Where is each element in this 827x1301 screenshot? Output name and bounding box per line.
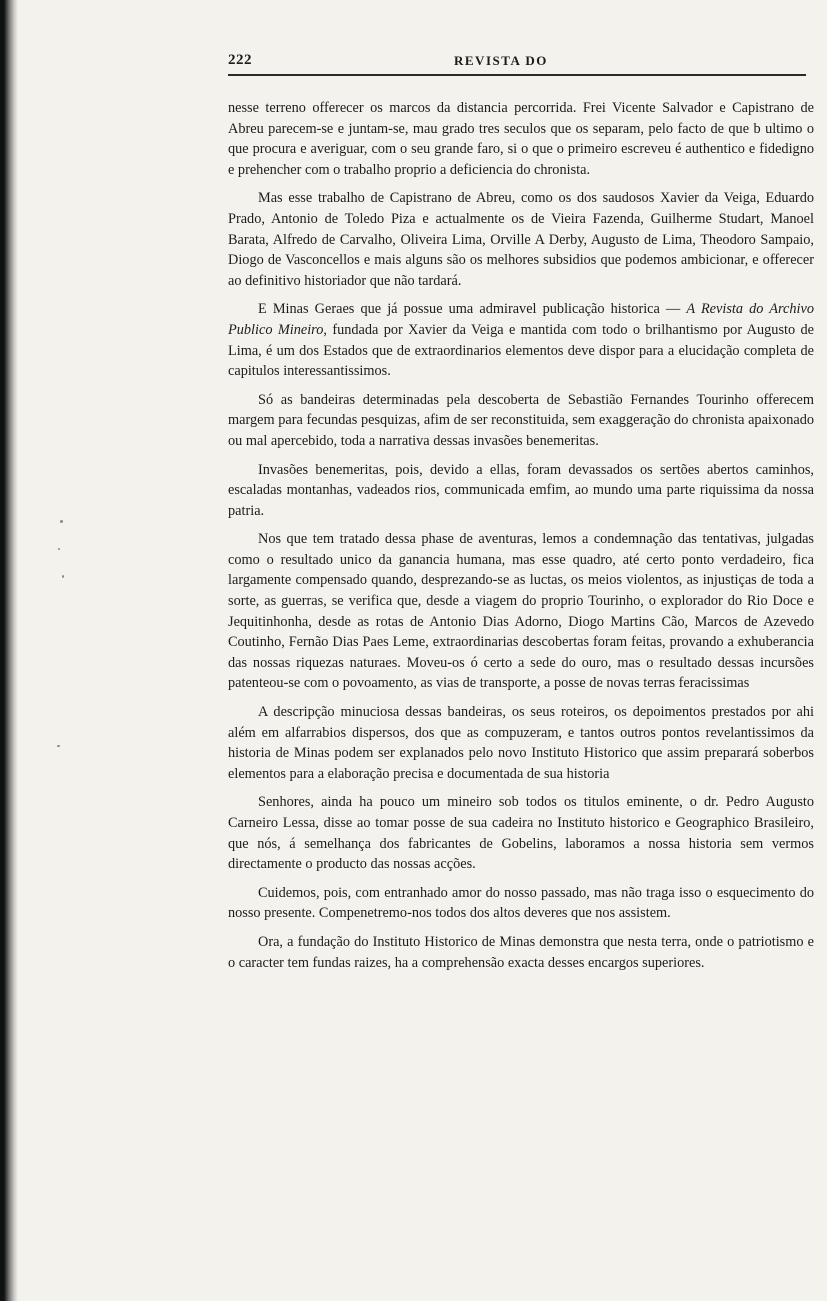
paragraph: Cuidemos, pois, com entranhado amor do nosso passado, mas não traga isso o esquecimento do nosso presente. Compenetremo-nos todos dos altos deveres que nos assistem. <box>228 884 814 922</box>
page-header <box>228 52 806 74</box>
publication-title: A Revista do Archivo Publico Mineiro <box>228 301 814 338</box>
page-speck <box>57 745 60 747</box>
paragraph: Senhores, ainda ha pouco um mineiro sob todos os titulos eminente, o dr. Pedro Augusto Carneiro Lessa, disse ao tomar posse de sua cadeira no Instituto historico e Geographico Brasileiro, que nós, á semelhança dos fabricantes de Gobelins, laboramos a nossa historia sem vermos directamente o producto das nossas acções. <box>228 794 814 873</box>
page-speck <box>60 520 63 523</box>
article-body <box>228 98 814 981</box>
paragraph <box>228 299 814 381</box>
paragraph-text: , fundada por Xavier da Veiga e mantida com todo o brilhantismo por Augusto de Lima, é um dos Estados que de extraordinarios elementos deve dispor para a elucidação completa de capitulos interessantissimos. <box>228 321 814 380</box>
paragraph-text: E Minas Geraes que já possue uma admiravel publicação historica — <box>258 301 687 318</box>
page-binding-edge <box>0 0 18 1301</box>
paragraph: A descripção minuciosa dessas bandeiras, os seus roteiros, os depoimentos prestados por ahi além em alfarrabios dispersos, dos que as compuzeram, e tantos outros pontos revelantissimos da historia de Minas podem ser explanados pelo novo Instituto Historico que assim preparará soberbos elementos para a elaboração precisa e documentada de sua historia <box>228 704 814 782</box>
paragraph: nesse terreno offerecer os marcos da distancia percorrida. Frei Vicente Salvador e Capistrano de Abreu parecem-se e juntam-se, mau grado tres seculos que os separam, pelo facto de que b ultimo o que procura e averiguar, com o seu grande faro, si o que o primeiro escreveu é authentico e fidedigno e prehencher com o trabalho proprio a deficiencia do chronista. <box>228 100 814 178</box>
running-title: REVISTA DO <box>454 53 548 68</box>
page-speck <box>58 548 60 550</box>
page-number: 222 <box>228 52 252 68</box>
paragraph: Mas esse trabalho de Capistrano de Abreu, como os dos saudosos Xavier da Veiga, Eduardo Prado, Antonio de Toledo Piza e actualmente os de Vieira Fazenda, Guilherme Studart, Manoel Barata, Alfredo de Carvalho, Oliveira Lima, Orville A Derby, Augusto de Lima, Theodoro Sampaio, Diogo de Vasconcellos e mais alguns são os melhores subsidios que podemos ambicionar, e offerecer ao definitivo historiador que não tardará. <box>228 190 814 289</box>
paragraph: Ora, a fundação do Instituto Historico de Minas demonstra que nesta terra, onde o patriotismo e o caracter tem fundas raizes, ha a comprehensão exacta desses encargos superiores. <box>228 933 814 971</box>
paragraph: Só as bandeiras determinadas pela descoberta de Sebastião Fernandes Tourinho offerecem margem para fecundas pesquizas, afim de ser reconstituida, sem exaggeração do chronista apaixonado ou mal apercebido, toda a narrativa dessas invasões benemeritas. <box>228 391 814 449</box>
paragraph: Invasões benemeritas, pois, devido a ellas, foram devassados os sertões abertos caminhos, escaladas montanhas, vadeados rios, communicada emfim, ao mundo uma parte riquissima da nossa patria. <box>228 461 814 519</box>
page-speck <box>62 575 64 578</box>
paragraph: Nos que tem tratado dessa phase de aventuras, lemos a condemnação das tentativas, julgadas como o resultado unico da ganancia humana, mas esse quadro, até certo ponto verdadeiro, fica largamente compensado quando, desprezando-se as luctas, os meios violentos, as injustiças de toda a sorte, as guerras, se verifica que, desde a viagem do proprio Tourinho, o explorador do Rio Doce e Jequitinhonha, desde as rotas de Antonio Dias Adorno, Diogo Martins Cão, Marcos de Azevedo Coutinho, Fernão Dias Paes Leme, extraordinarias descobertas foram feitas, provando a exhuberancia das nossas riquezas naturaes. Moveu-os ó certo a sede do ouro, mas o resultado dessas incursões patenteou-se com o povoamento, as vias de transporte, a posse de novas terras feracissimas <box>228 531 814 692</box>
header-rule <box>228 74 806 76</box>
